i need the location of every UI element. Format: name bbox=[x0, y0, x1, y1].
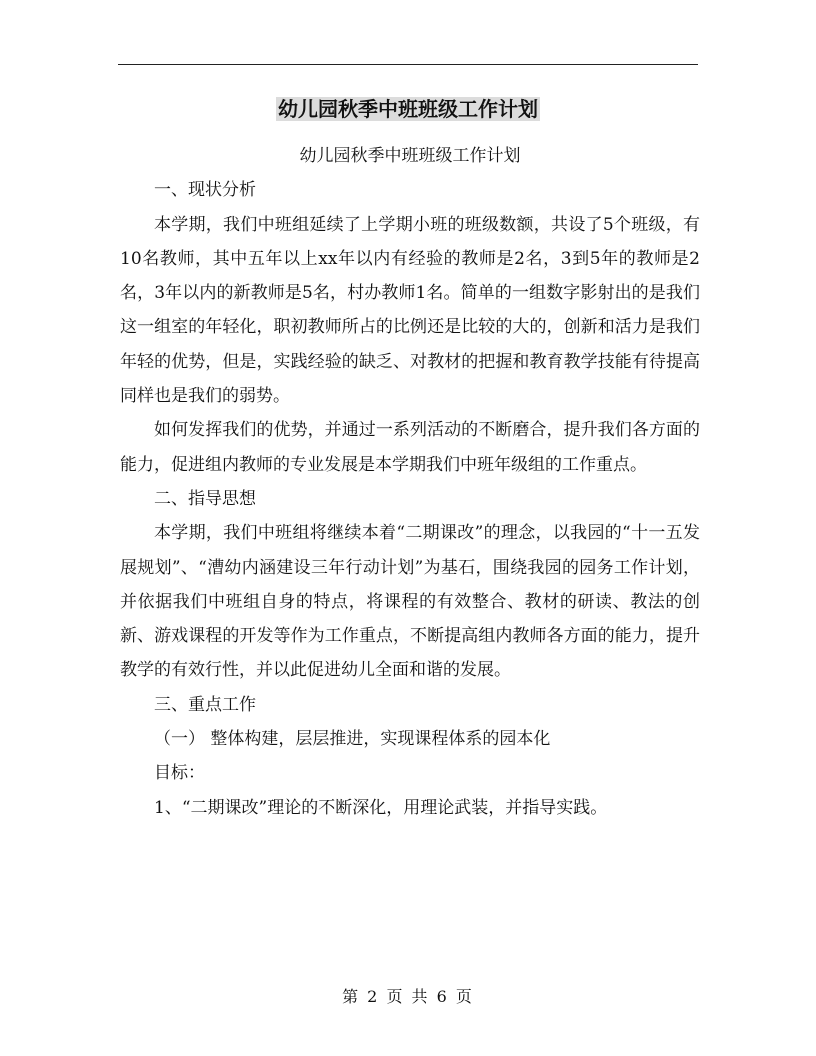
section-heading-guiding-ideas: 二、指导思想 bbox=[154, 488, 256, 509]
section-heading-current-status: 一、现状分析 bbox=[154, 180, 256, 201]
goal-item-1: 1、“二期课改”理论的不断深化，用理论武装，并指导实践。 bbox=[154, 797, 608, 818]
subsection-heading-curriculum: （一） 整体构建，层层推进，实现课程体系的园本化 bbox=[154, 729, 551, 750]
document-title-text: 幼儿园秋季中班班级工作计划 bbox=[278, 97, 538, 121]
paragraph-current-status: 本学期，我们中班组延续了上学期小班的班级数额，共设了5个班级，有10名教师，其中五年以上xx年以内有经验的教师是2名，3到5年的教师是2名，3年以内的新教师是5名，村办教师1名。简单的一组数字影射出的是我们这一组室的年轻化，职初教师所占的比例还是比较的大的，创新和活力是我们年轻的优势，但是，实践经验的缺乏、对教材的把握和教育教学技能有待提高同样也是我们的弱势。 bbox=[120, 214, 700, 407]
header-rule bbox=[118, 64, 698, 65]
paragraph-advantages: 如何发挥我们的优势，并通过一系列活动的不断磨合，提升我们各方面的能力，促进组内教师的专业发展是本学期我们中班年级组的工作重点。 bbox=[120, 420, 700, 475]
document-subtitle: 幼儿园秋季中班班级工作计划 bbox=[299, 146, 521, 166]
paragraph-guiding-ideas: 本学期，我们中班组将继续本着“二期课改”的理念，以我园的“十一五发展规划”、“漕幼内涵建设三年行动计划”为基石，围绕我园的园务工作计划，并依据我们中班组自身的特点，将课程的有效整合、教材的研读、教法的创新、游戏课程的开发等作为工作重点，不断提高组内教师各方面的能力，提升教学的有效行性，并以此促进幼儿全面和谐的发展。 bbox=[120, 523, 700, 681]
document-title bbox=[118, 94, 698, 124]
document-body bbox=[120, 139, 700, 825]
section-heading-key-work: 三、重点工作 bbox=[154, 694, 256, 715]
page-number-footer: 第 2 页 共 6 页 bbox=[342, 987, 474, 1006]
goal-label: 目标： bbox=[154, 763, 205, 784]
